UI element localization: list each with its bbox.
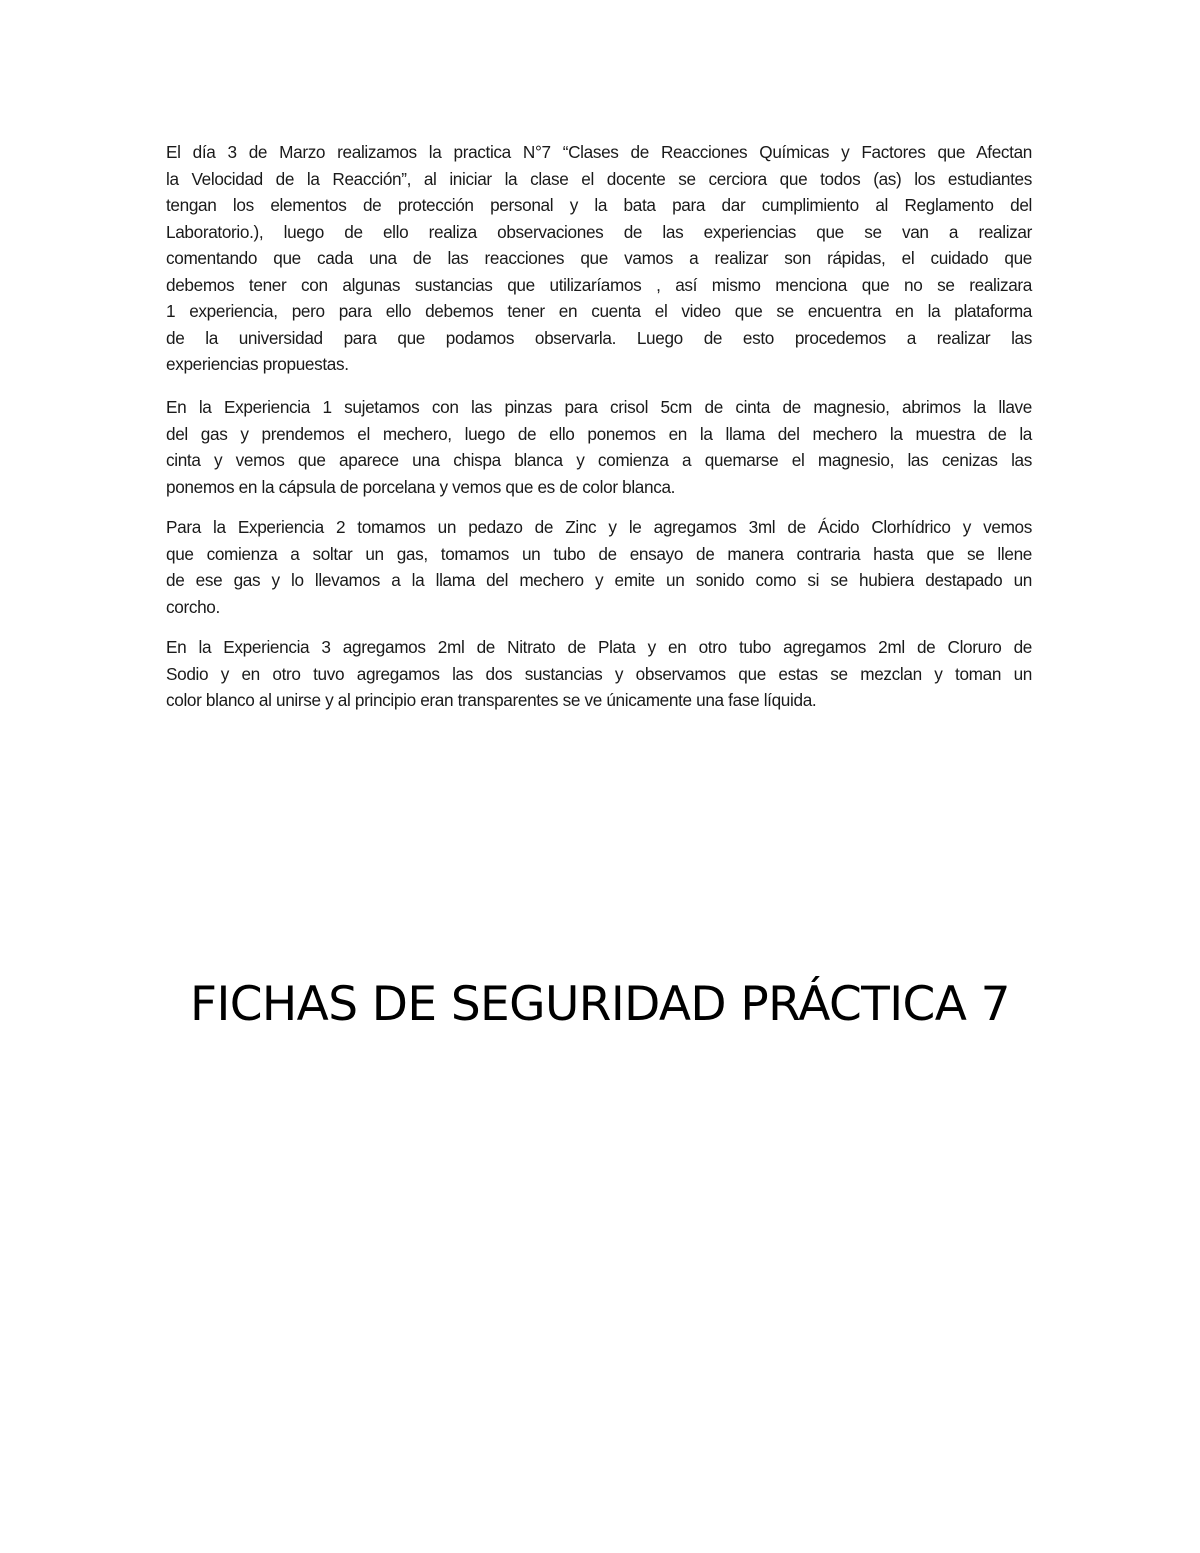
paragraph-experiencia-2: [166, 514, 1032, 620]
text-line: de ese gas y lo llevamos a la llama del mechero y emite un sonido como si se hubiera destapado un: [166, 570, 1032, 590]
text-line: Sodio y en otro tuvo agregamos las dos sustancias y observamos que estas se mezclan y toman un: [166, 663, 1032, 684]
text-line: cinta y vemos que aparece una chispa blanca y comienza a quemarse el magnesio, las cenizas las: [166, 450, 1032, 470]
text-line: 1 experiencia, pero para ello debemos tener en cuenta el video que se encuentra en la plataforma: [166, 301, 1032, 321]
text-line: Laboratorio.), luego de ello realiza observaciones de las experiencias que se van a realizar: [166, 221, 1032, 242]
text-line: del gas y prendemos el mechero, luego de ello ponemos en la llama del mechero la muestra de la: [166, 423, 1032, 444]
text-line: color blanco al unirse y al principio eran transparentes se ve únicamente una fase líquida.: [166, 690, 817, 710]
text-line: de la universidad para que podamos observarla. Luego de esto procedemos a realizar las: [166, 327, 1032, 348]
text-line: experiencias propuestas.: [166, 354, 349, 374]
text-line: El día 3 de Marzo realizamos la practica N°7 “Clases de Reacciones Químicas y Factores que Afectan: [166, 142, 1032, 162]
paragraph-intro: [166, 139, 1032, 378]
text-line: ponemos en la cápsula de porcelana y vemos que es de color blanca.: [166, 476, 676, 497]
text-line: comentando que cada una de las reacciones que vamos a realizar son rápidas, el cuidado que: [166, 248, 1032, 268]
text-line: que comienza a soltar un gas, tomamos un tubo de ensayo de manera contraria hasta que se llene: [166, 543, 1032, 564]
text-line: debemos tener con algunas sustancias que utilizaríamos , así mismo menciona que no se realizara: [166, 274, 1032, 295]
text-line: la Velocidad de la Reacción”, al iniciar la clase el docente se cerciora que todos (as) los estudiantes: [166, 168, 1032, 189]
text-line: tengan los elementos de protección personal y la bata para dar cumplimiento al Reglamento del: [166, 195, 1032, 215]
section-heading: FICHAS DE SEGURIDAD PRÁCTICA 7: [190, 977, 1010, 1033]
paragraph-experiencia-3: [166, 634, 1032, 714]
paragraph-experiencia-1: [166, 394, 1032, 500]
text-line: En la Experiencia 3 agregamos 2ml de Nitrato de Plata y en otro tubo agregamos 2ml de Cloruro de: [166, 637, 1032, 657]
text-line: corcho.: [166, 596, 220, 617]
text-line: En la Experiencia 1 sujetamos con las pinzas para crisol 5cm de cinta de magnesio, abrimos la llave: [166, 397, 1032, 417]
text-line: Para la Experiencia 2 tomamos un pedazo de Zinc y le agregamos 3ml de Ácido Clorhídrico y vemos: [166, 517, 1032, 537]
